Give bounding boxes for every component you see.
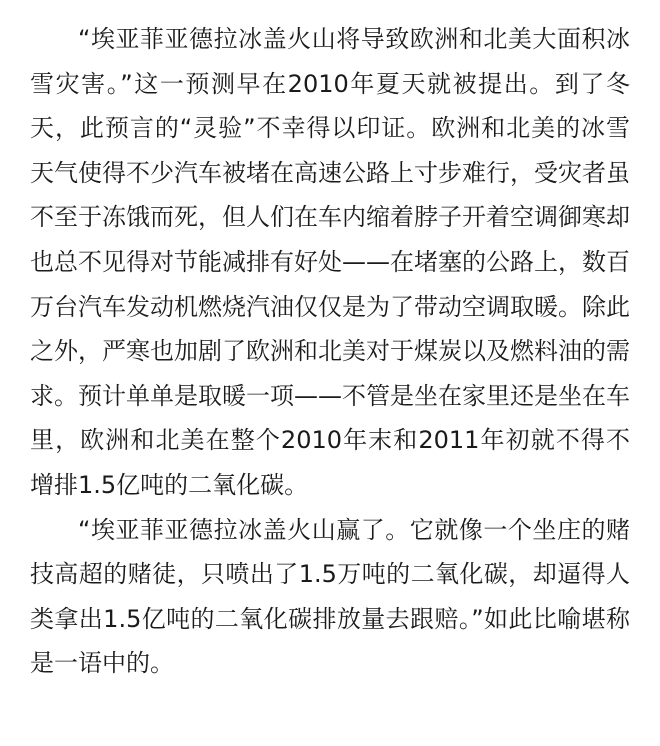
paragraph-2: “埃亚菲亚德拉冰盖火山赢了。它就像一个坐庄的赌技高超的赌徒，只喷出了1.5万吨的二氧化碳，却逼得人类拿出1.5亿吨的二氧化碳排放量去跟赔。”如此比喻堪称是一语中的。 [30,515,630,678]
paragraph-1: “埃亚菲亚德拉冰盖火山将导致欧洲和北美大面积冰雪灾害。”这一预测早在2010年夏天就被提出。到了冬天，此预言的“灵验”不幸得以印证。欧洲和北美的冰雪天气使得不少汽车被堵在高速公路上寸步难行，受灾者虽不至于冻饿而死，但人们在车内缩着脖子开着空调御寒却也总不见得对节能减排有好处——在堵塞的公路上，数百万台汽车发动机燃烧汽油仅仅是为了带动空调取暖。除此之外，严寒也加剧了欧洲和北美对于煤炭以及燃料油的需求。预计单单是取暖一项——不管是坐在家里还是坐在车里，欧洲和北美在整个2010年末和2011年初就不得不增排1.5亿吨的二氧化碳。 [30,25,630,499]
